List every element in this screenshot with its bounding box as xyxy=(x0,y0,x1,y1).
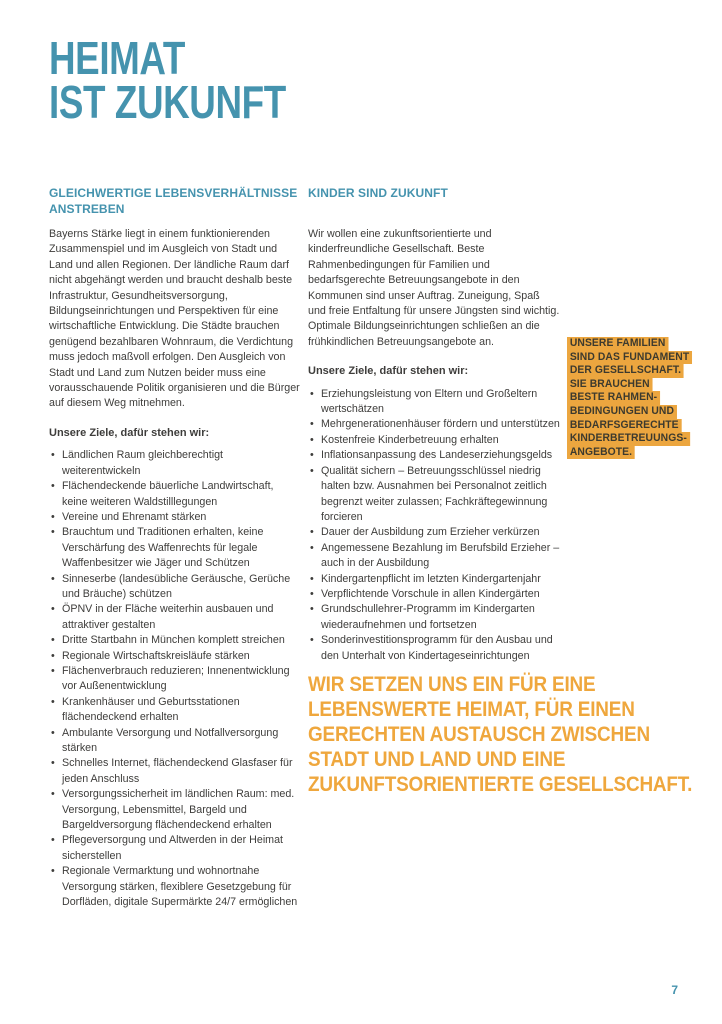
goal-item: • Sinneserbe (landesübliche Geräusche, Gerüche und Bräuche) schützen xyxy=(49,572,301,603)
goal-item: • Versorgungssicherheit im ländlichen Raum: med. Versorgung, Lebensmittel, Bargeld und Bargeldversorgung flächendeckend erhalten xyxy=(49,787,301,833)
goal-item: • Regionale Vermarktung und wohnortnahe Versorgung stärken, flexiblere Gesetzgebung für Dorfläden, digitale Supermärkte 24/7 ermöglichen xyxy=(49,864,301,910)
page-title-line-2: IST ZUKUNFT xyxy=(49,76,286,128)
goal-item: • Angemessene Bezahlung im Berufsbild Erzieher – auch in der Ausbildung xyxy=(308,541,560,572)
callout-line: BEDINGUNGEN UND xyxy=(567,405,677,419)
goal-item: • Sonderinvestitionsprogramm für den Ausbau und den Unterhalt von Kindertageseinrichtungen xyxy=(308,633,560,664)
callout-line: SIND DAS FUNDAMENT xyxy=(567,351,692,365)
page-number: 7 xyxy=(671,983,678,997)
goal-item: • Flächenverbrauch reduzieren; Innenentwicklung vor Außenentwicklung xyxy=(49,664,301,695)
goal-item: • Kindergartenpflicht im letzten Kindergartenjahr xyxy=(308,572,560,587)
goal-item: • Kostenfreie Kinderbetreuung erhalten xyxy=(308,433,560,448)
section-heading-right: KINDER SIND ZUKUNFT xyxy=(308,186,448,200)
goal-item: • ÖPNV in der Fläche weiterhin ausbauen und attraktiver gestalten xyxy=(49,602,301,633)
page-title-line-1: HEIMAT xyxy=(49,32,185,84)
callout-line: BESTE RAHMEN- xyxy=(567,391,660,405)
goal-item: • Ambulante Versorgung und Notfallversorgung stärken xyxy=(49,726,301,757)
section-equal-living-conditions xyxy=(49,186,301,910)
callout-line: DER GESELLSCHAFT. xyxy=(567,364,684,378)
callout-line: SIE BRAUCHEN xyxy=(567,378,652,392)
goal-item: • Brauchtum und Traditionen erhalten, keine Verschärfung des Waffenrechts für legale Waffenbesitzer wie Jäger und Schützen xyxy=(49,525,301,571)
statement-line: GERECHTEN AUSTAUSCH ZWISCHEN xyxy=(308,722,650,746)
goal-item: • Dritte Startbahn in München komplett streichen xyxy=(49,633,301,648)
goal-item: • Regionale Wirtschaftskreisläufe stärken xyxy=(49,649,301,664)
section-heading-left: GLEICHWERTIGE LEBENSVERHÄLTNISSE ANSTREBEN xyxy=(49,186,298,216)
page-title xyxy=(49,32,286,128)
goal-item: • Erziehungsleistung von Eltern und Großeltern wertschätzen xyxy=(308,387,560,418)
goal-item: • Qualität sichern – Betreuungsschlüssel niedrig halten bzw. Ausnahmen bei Personalnot zeitlich begrenzt weiter zulassen; Fachkräftegewinnung forcieren xyxy=(308,464,560,526)
goal-item: • Mehrgenerationenhäuser fördern und unterstützen xyxy=(308,417,560,432)
section-intro-right: Wir wollen eine zukunftsorientierte und kinderfreundliche Gesellschaft. Beste Rahmenbedingungen für Familien und bedarfsgerechte Betreuungsangebote in den Kommunen sind unser Auftrag. Zuneigung, Spaß und freie Entfaltung für unsere Jüngsten sind wichtig. Optimale Bildungseinrichtungen schließen an die frühkindlichen Betreuungsangebote an. xyxy=(308,228,560,348)
goals-label-right: Unsere Ziele, dafür stehen wir: xyxy=(308,365,469,378)
goal-item: • Inflationsanpassung des Landeserziehungsgelds xyxy=(308,448,560,463)
goal-item: • Schnelles Internet, flächendeckend Glasfaser für jeden Anschluss xyxy=(49,756,301,787)
section-children-are-future xyxy=(308,186,560,664)
callout-line: KINDERBETREUUNGS- xyxy=(567,432,690,446)
goals-label-left: Unsere Ziele, dafür stehen wir: xyxy=(49,426,210,439)
goal-item: • Grundschullehrer-Programm im Kindergarten wiederaufnehmen und fortsetzen xyxy=(308,602,560,633)
goal-item: • Dauer der Ausbildung zum Erzieher verkürzen xyxy=(308,525,560,540)
highlighted-callout xyxy=(567,337,692,459)
callout-line: BEDARFSGERECHTE xyxy=(567,419,681,433)
goal-item: • Flächendeckende bäuerliche Landwirtschaft, keine weiteren Waldstilllegungen xyxy=(49,479,301,510)
statement-line: LEBENSWERTE HEIMAT, FÜR EINEN xyxy=(308,697,635,721)
goal-item: • Krankenhäuser und Geburtsstationen flächendeckend erhalten xyxy=(49,695,301,726)
statement-line: ZUKUNFTSORIENTIERTE GESELLSCHAFT. xyxy=(308,772,693,796)
goal-item: • Verpflichtende Vorschule in allen Kindergärten xyxy=(308,587,560,602)
statement-line: WIR SETZEN UNS EIN FÜR EINE xyxy=(308,672,596,696)
goal-item: • Pflegeversorgung und Altwerden in der Heimat sicherstellen xyxy=(49,833,301,864)
statement-line: STADT UND LAND UND EINE xyxy=(308,747,566,771)
goals-list-right xyxy=(308,387,560,664)
section-intro-left: Bayerns Stärke liegt in einem funktionierenden Zusammenspiel und im Ausgleich von Stadt und Land und allen Regionen. Der ländliche Raum darf nicht abgehängt werden und braucht deshalb beste Infrastruktur, Gesundheitsversorgung, Bildungseinrichtungen und Perspektiven für eine wirtschaftliche Entwicklung. Die Städte brauchen genügend bezahlbaren Wohnraum, die Verdichtung muss jedoch maßvoll erfolgen. Den Ausgleich von Stadt und Land zum Nutzen beider muss eine vorausschauende Politik organisieren und die Bürger auf diesem Weg mitnehmen. xyxy=(49,228,300,410)
mission-statement xyxy=(308,672,692,797)
goal-item: • Vereine und Ehrenamt stärken xyxy=(49,510,301,525)
callout-line: UNSERE FAMILIEN xyxy=(567,337,668,351)
goal-item: • Ländlichen Raum gleichberechtigt weiterentwickeln xyxy=(49,448,301,479)
goals-list-left xyxy=(49,448,301,910)
callout-line: ANGEBOTE. xyxy=(567,446,635,460)
